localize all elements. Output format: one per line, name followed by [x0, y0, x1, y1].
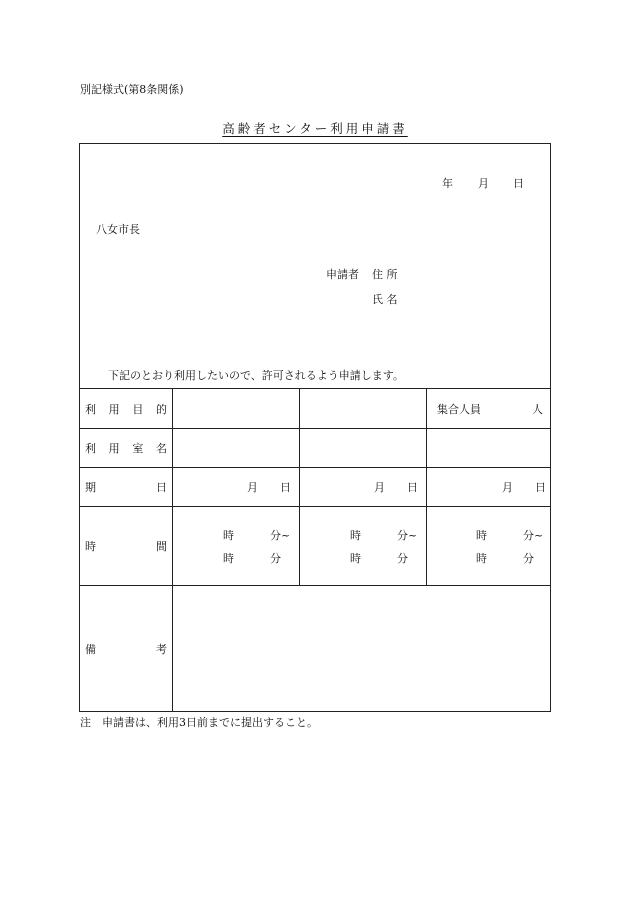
time-start-minute: 分~ — [523, 529, 544, 542]
purpose-field-1[interactable] — [173, 389, 299, 428]
room-field-3[interactable] — [427, 429, 551, 467]
name-label: 氏 名 — [372, 293, 398, 306]
day-label: 日 — [280, 481, 291, 494]
form-reference: 別記様式(第8条関係) — [80, 83, 184, 96]
form-title-text: 高齢者センター利用申請書 — [222, 121, 408, 136]
label-char: 的 — [155, 402, 167, 416]
label-char: 日 — [156, 481, 167, 494]
form-title — [0, 119, 630, 137]
application-statement: 下記のとおり利用したいので、許可されるよう申請します。 — [108, 369, 404, 382]
room-field-2[interactable] — [300, 429, 426, 467]
time-start-minute: 分~ — [270, 529, 291, 542]
month-label: 月 — [502, 481, 513, 494]
label-char: 時 — [85, 540, 96, 553]
applicant-label: 申請者 — [326, 268, 359, 281]
label-char: 室 — [132, 442, 144, 455]
month-label: 月 — [247, 481, 258, 494]
row-label-purpose — [79, 389, 172, 428]
label-char: 利 — [85, 402, 96, 416]
time-start-hour: 時 — [223, 529, 234, 542]
remarks-field[interactable] — [173, 586, 551, 712]
time-end-minute: 分 — [270, 552, 281, 565]
time-start-hour: 時 — [350, 529, 361, 542]
row-label-remarks — [79, 586, 172, 712]
time-start-minute: 分~ — [397, 529, 418, 542]
label-char: 間 — [156, 540, 167, 553]
label-char: 用 — [108, 402, 120, 416]
month-label: 月 — [374, 481, 385, 494]
purpose-field-2[interactable] — [300, 389, 426, 428]
time-end-hour: 時 — [476, 552, 487, 565]
label-char: 考 — [156, 643, 167, 656]
attendees-unit: 人 — [532, 402, 543, 416]
date-month-label: 月 — [478, 177, 489, 190]
date-year-label: 年 — [442, 177, 453, 190]
time-end-hour: 時 — [223, 552, 234, 565]
period-field-2[interactable] — [300, 468, 426, 506]
label-char: 用 — [108, 442, 120, 455]
time-end-minute: 分 — [397, 552, 408, 565]
time-start-hour: 時 — [476, 529, 487, 542]
label-char: 利 — [85, 442, 96, 455]
row-label-room — [79, 429, 172, 467]
period-field-3[interactable] — [427, 468, 551, 506]
room-field-1[interactable] — [173, 429, 299, 467]
address-label: 住 所 — [372, 268, 398, 281]
period-field-1[interactable] — [173, 468, 299, 506]
day-label: 日 — [407, 481, 418, 494]
row-label-time — [79, 507, 172, 585]
label-char: 名 — [155, 442, 167, 455]
label-char: 期 — [85, 481, 96, 494]
day-label: 日 — [535, 481, 546, 494]
time-end-minute: 分 — [523, 552, 534, 565]
row-label-period — [79, 468, 172, 506]
attendees-cell[interactable] — [427, 389, 551, 428]
attendees-label: 集合人員 — [437, 402, 481, 416]
date-day-label: 日 — [513, 177, 524, 190]
footnote: 注 申請書は、利用3日前までに提出すること。 — [80, 716, 318, 729]
label-char: 目 — [132, 402, 144, 416]
addressee: 八女市長 — [96, 223, 140, 236]
time-end-hour: 時 — [350, 552, 361, 565]
label-char: 備 — [85, 643, 96, 656]
